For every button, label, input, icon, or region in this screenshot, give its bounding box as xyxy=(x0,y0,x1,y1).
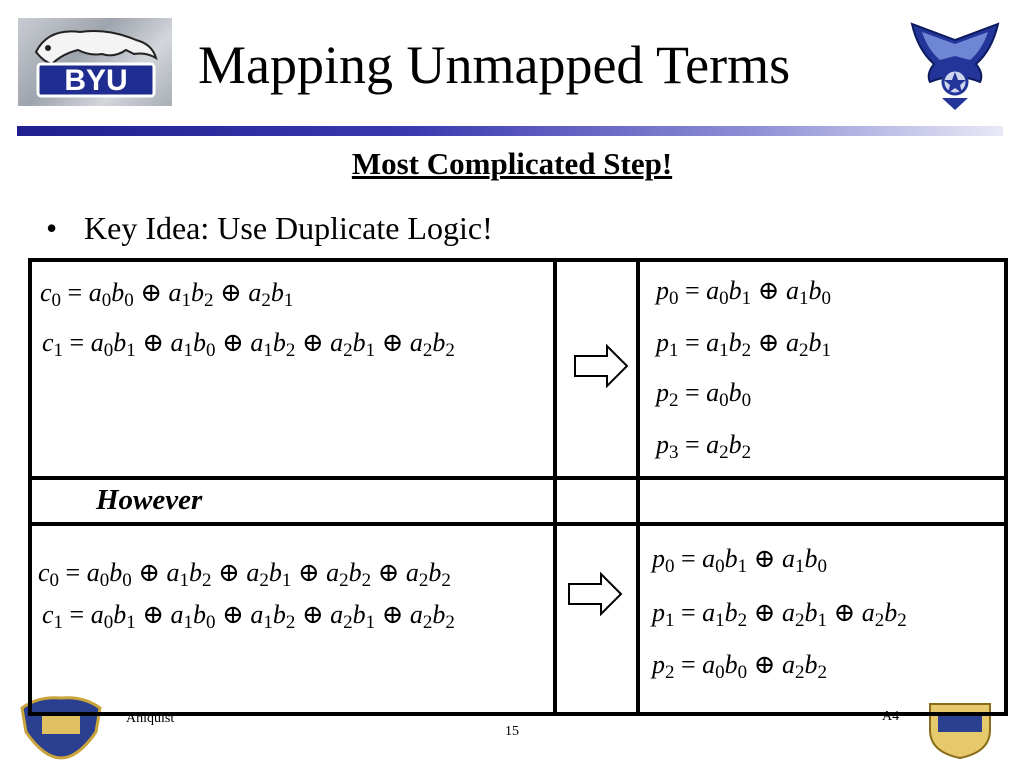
xor-operator: ⊕ xyxy=(295,600,331,629)
math-subscript: 1 xyxy=(665,610,675,631)
xor-operator: ⊕ xyxy=(751,276,786,305)
math-variable: b xyxy=(352,600,366,629)
equation-p3 xyxy=(656,430,752,463)
math-subscript: 2 xyxy=(445,340,455,361)
math-variable: a xyxy=(170,600,184,629)
math-variable: b xyxy=(352,328,366,357)
math-variable: b xyxy=(113,328,127,357)
math-variable: b xyxy=(808,328,822,357)
math-variable: c xyxy=(42,600,54,629)
math-variable: b xyxy=(113,600,127,629)
xor-operator: ⊕ xyxy=(295,328,331,357)
math-variable: a xyxy=(409,600,423,629)
equals-sign: = xyxy=(61,278,89,307)
math-subscript: 0 xyxy=(51,290,62,311)
equals-sign: = xyxy=(63,600,91,629)
math-variable: c xyxy=(38,558,50,587)
math-variable: b xyxy=(109,558,123,587)
math-variable: p xyxy=(656,328,669,357)
math-subscript: 0 xyxy=(103,340,114,361)
math-variable: a xyxy=(86,558,100,587)
math-subscript: 0 xyxy=(206,340,216,361)
math-variable: p xyxy=(652,650,665,679)
equation-p1-modified xyxy=(652,598,907,631)
math-subscript: 2 xyxy=(418,570,429,591)
math-variable: b xyxy=(348,558,362,587)
equals-sign: = xyxy=(63,328,91,357)
xor-operator: ⊕ xyxy=(747,544,782,573)
math-variable: b xyxy=(724,544,738,573)
xor-operator: ⊕ xyxy=(751,328,786,357)
math-variable: b xyxy=(728,276,742,305)
math-subscript: 2 xyxy=(343,340,353,361)
math-variable: b xyxy=(728,378,742,407)
math-subscript: 1 xyxy=(53,340,64,361)
math-subscript: 2 xyxy=(202,570,212,591)
xor-operator: ⊕ xyxy=(826,598,862,627)
math-subscript: 1 xyxy=(817,610,827,631)
math-subscript: 1 xyxy=(281,570,292,591)
math-subscript: 1 xyxy=(798,288,809,309)
xor-operator: ⊕ xyxy=(133,278,169,307)
math-variable: b xyxy=(191,278,205,307)
footer-code: A4 xyxy=(882,709,900,724)
math-variable: b xyxy=(270,278,284,307)
equals-sign: = xyxy=(674,598,703,627)
math-variable: p xyxy=(652,544,665,573)
math-subscript: 0 xyxy=(715,556,725,577)
math-subscript: 1 xyxy=(263,340,273,361)
slide-subtitle: Most Complicated Step! xyxy=(351,146,673,181)
math-subscript: 2 xyxy=(259,570,269,591)
math-subscript: 2 xyxy=(422,340,433,361)
math-subscript: 1 xyxy=(669,340,679,361)
math-subscript: 1 xyxy=(715,610,725,631)
math-subscript: 0 xyxy=(715,662,725,683)
math-variable: b xyxy=(728,430,742,459)
math-variable: b xyxy=(432,600,446,629)
math-variable: a xyxy=(250,328,264,357)
equals-sign: = xyxy=(678,378,707,407)
math-subscript: 2 xyxy=(361,570,372,591)
math-subscript: 1 xyxy=(126,340,136,361)
math-subscript: 0 xyxy=(741,390,752,411)
math-subscript: 0 xyxy=(719,390,729,411)
equation-c1-original xyxy=(42,328,455,361)
math-subscript: 1 xyxy=(181,290,192,311)
slide-title: Mapping Unmapped Terms xyxy=(198,35,791,95)
equals-sign: = xyxy=(59,558,87,587)
math-subscript: 2 xyxy=(343,612,353,633)
math-subscript: 1 xyxy=(283,290,294,311)
math-subscript: 2 xyxy=(422,612,433,633)
math-variable: a xyxy=(326,558,340,587)
math-variable: a xyxy=(706,328,720,357)
math-subscript: 1 xyxy=(794,556,805,577)
math-subscript: 1 xyxy=(126,612,136,633)
byu-logo xyxy=(18,18,172,106)
math-subscript: 0 xyxy=(122,570,132,591)
math-variable: p xyxy=(656,276,669,305)
math-subscript: 2 xyxy=(669,390,679,411)
math-subscript: 0 xyxy=(665,556,675,577)
math-variable: b xyxy=(724,650,738,679)
xor-operator: ⊕ xyxy=(135,600,171,629)
math-subscript: 2 xyxy=(665,662,675,683)
math-subscript: 0 xyxy=(719,288,729,309)
math-variable: p xyxy=(656,430,669,459)
xor-operator: ⊕ xyxy=(215,328,251,357)
math-variable: b xyxy=(272,328,286,357)
math-variable: a xyxy=(405,558,419,587)
equation-c0-modified xyxy=(38,558,451,591)
math-variable: b xyxy=(193,328,207,357)
math-subscript: 0 xyxy=(817,556,827,577)
math-subscript: 2 xyxy=(204,290,214,311)
math-variable: a xyxy=(166,558,180,587)
math-variable: b xyxy=(272,600,286,629)
equals-sign: = xyxy=(674,544,703,573)
math-subscript: 0 xyxy=(821,288,831,309)
math-subscript: 1 xyxy=(179,570,190,591)
footer-author: Ahlquist xyxy=(126,711,175,726)
math-variable: p xyxy=(656,378,669,407)
byu-logo-text: BYU xyxy=(64,64,128,97)
math-variable: a xyxy=(88,278,102,307)
math-variable: a xyxy=(781,598,795,627)
math-subscript: 2 xyxy=(817,662,827,683)
equals-sign: = xyxy=(678,276,707,305)
math-subscript: 0 xyxy=(124,290,134,311)
math-variable: b xyxy=(111,278,125,307)
xor-operator: ⊕ xyxy=(131,558,167,587)
math-variable: b xyxy=(432,328,446,357)
xor-operator: ⊕ xyxy=(747,598,782,627)
math-variable: b xyxy=(428,558,442,587)
math-subscript: 2 xyxy=(285,612,296,633)
math-variable: b xyxy=(268,558,282,587)
math-variable: a xyxy=(861,598,875,627)
math-subscript: 2 xyxy=(285,340,296,361)
equation-p2 xyxy=(656,378,752,411)
xor-operator: ⊕ xyxy=(291,558,327,587)
math-subscript: 1 xyxy=(719,340,729,361)
math-variable: a xyxy=(702,544,716,573)
xor-operator: ⊕ xyxy=(371,558,406,587)
math-variable: a xyxy=(168,278,182,307)
math-subscript: 1 xyxy=(53,612,64,633)
math-subscript: 2 xyxy=(874,610,885,631)
math-subscript: 1 xyxy=(741,288,752,309)
bullet-text: Key Idea: Use Duplicate Logic! xyxy=(84,210,493,246)
math-subscript: 2 xyxy=(798,340,809,361)
math-variable: b xyxy=(189,558,203,587)
math-variable: b xyxy=(804,650,818,679)
math-variable: a xyxy=(90,328,104,357)
math-subscript: 0 xyxy=(206,612,216,633)
equation-table xyxy=(28,258,1008,716)
math-subscript: 2 xyxy=(741,340,752,361)
math-subscript: 3 xyxy=(669,442,679,463)
math-variable: a xyxy=(248,278,262,307)
equation-p0-modified xyxy=(652,544,827,577)
math-subscript: 1 xyxy=(183,340,194,361)
math-variable: a xyxy=(409,328,423,357)
math-variable: a xyxy=(785,328,799,357)
math-subscript: 0 xyxy=(101,290,112,311)
math-variable: a xyxy=(706,430,720,459)
math-subscript: 2 xyxy=(339,570,349,591)
math-subscript: 2 xyxy=(261,290,271,311)
math-variable: a xyxy=(781,544,795,573)
math-subscript: 2 xyxy=(445,612,455,633)
math-subscript: 1 xyxy=(821,340,831,361)
math-variable: b xyxy=(724,598,738,627)
math-subscript: 0 xyxy=(669,288,679,309)
math-variable: b xyxy=(808,276,822,305)
title-underline-bar xyxy=(17,126,1003,136)
math-variable: a xyxy=(702,598,716,627)
math-subscript: 1 xyxy=(183,612,194,633)
math-variable: c xyxy=(42,328,54,357)
equation-p1 xyxy=(656,328,831,361)
math-variable: a xyxy=(246,558,260,587)
equals-sign: = xyxy=(678,328,707,357)
math-variable: a xyxy=(330,600,344,629)
math-subscript: 2 xyxy=(794,662,805,683)
math-subscript: 1 xyxy=(263,612,273,633)
math-variable: a xyxy=(90,600,104,629)
xor-operator: ⊕ xyxy=(135,328,171,357)
xor-operator: ⊕ xyxy=(375,328,410,357)
math-variable: a xyxy=(170,328,184,357)
math-variable: c xyxy=(40,278,52,307)
air-force-wings-logo xyxy=(904,20,1006,112)
equation-p0 xyxy=(656,276,831,309)
math-variable: b xyxy=(193,600,207,629)
math-subscript: 2 xyxy=(741,442,752,463)
xor-operator: ⊕ xyxy=(211,558,247,587)
equals-sign: = xyxy=(674,650,703,679)
math-subscript: 0 xyxy=(103,612,114,633)
math-subscript: 2 xyxy=(737,610,748,631)
xor-operator: ⊕ xyxy=(375,600,410,629)
math-variable: b xyxy=(804,544,818,573)
math-variable: a xyxy=(330,328,344,357)
math-variable: p xyxy=(652,598,665,627)
math-variable: a xyxy=(785,276,799,305)
math-variable: a xyxy=(250,600,264,629)
math-subscript: 1 xyxy=(365,340,376,361)
math-variable: a xyxy=(706,378,720,407)
math-subscript: 2 xyxy=(794,610,805,631)
math-subscript: 0 xyxy=(737,662,748,683)
math-subscript: 1 xyxy=(737,556,748,577)
slide-number: 15 xyxy=(505,724,519,739)
math-subscript: 2 xyxy=(441,570,451,591)
bullet-item xyxy=(46,210,493,247)
math-variable: b xyxy=(728,328,742,357)
math-subscript: 0 xyxy=(49,570,60,591)
math-variable: a xyxy=(706,276,720,305)
bullet-dot-icon: • xyxy=(46,210,58,246)
math-variable: a xyxy=(702,650,716,679)
math-subscript: 1 xyxy=(365,612,376,633)
equals-sign: = xyxy=(678,430,707,459)
xor-operator: ⊕ xyxy=(747,650,782,679)
math-subscript: 2 xyxy=(719,442,729,463)
xor-operator: ⊕ xyxy=(213,278,249,307)
math-variable: a xyxy=(781,650,795,679)
math-subscript: 0 xyxy=(99,570,110,591)
xor-operator: ⊕ xyxy=(215,600,251,629)
equation-p2-modified xyxy=(652,650,827,683)
however-label: However xyxy=(96,484,203,516)
math-subscript: 2 xyxy=(897,610,907,631)
equation-c0-original xyxy=(40,278,294,311)
math-variable: b xyxy=(884,598,898,627)
math-variable: b xyxy=(804,598,818,627)
equation-c1-modified xyxy=(42,600,455,633)
